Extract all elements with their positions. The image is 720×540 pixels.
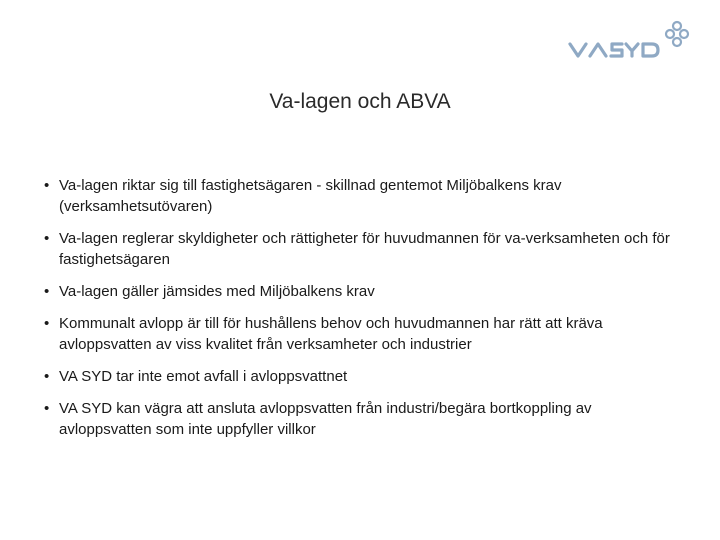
bullet-text: VA SYD kan vägra att ansluta avloppsvatten från industri/begära bortkoppling av avloppsvatten som inte uppfyller villkor <box>59 400 592 438</box>
bullet-dot: • <box>44 283 50 300</box>
bullet-text: Va-lagen reglerar skyldigheter och rättigheter för huvudmannen för va-verksamheten och för fastighetsägaren <box>59 230 670 268</box>
vasyd-logo <box>566 18 694 66</box>
bullet-item <box>44 228 684 270</box>
bullet-dot: • <box>44 230 50 247</box>
bullet-text: Va-lagen riktar sig till fastighetsägaren - skillnad gentemot Miljöbalkens krav (verksamhetsutövaren) <box>59 177 562 215</box>
bullet-item <box>44 313 684 355</box>
bullet-text: Va-lagen gäller jämsides med Miljöbalkens krav <box>59 283 375 300</box>
bullet-list <box>44 175 684 451</box>
bullet-item <box>44 175 684 217</box>
bullet-text: VA SYD tar inte emot avfall i avloppsvattnet <box>59 368 348 385</box>
slide-title: Va-lagen och ABVA <box>269 90 451 113</box>
bullet-item <box>44 366 684 387</box>
bullet-item <box>44 398 684 440</box>
bullet-text: Kommunalt avlopp är till för hushållens behov och huvudmannen har rätt att kräva avloppsvatten av viss kvalitet från verksamheter och industrier <box>59 315 603 353</box>
bullet-item <box>44 281 684 302</box>
bullet-dot: • <box>44 315 50 332</box>
bullet-dot: • <box>44 368 50 385</box>
bullet-dot: • <box>44 177 50 194</box>
bullet-dot: • <box>44 400 50 417</box>
